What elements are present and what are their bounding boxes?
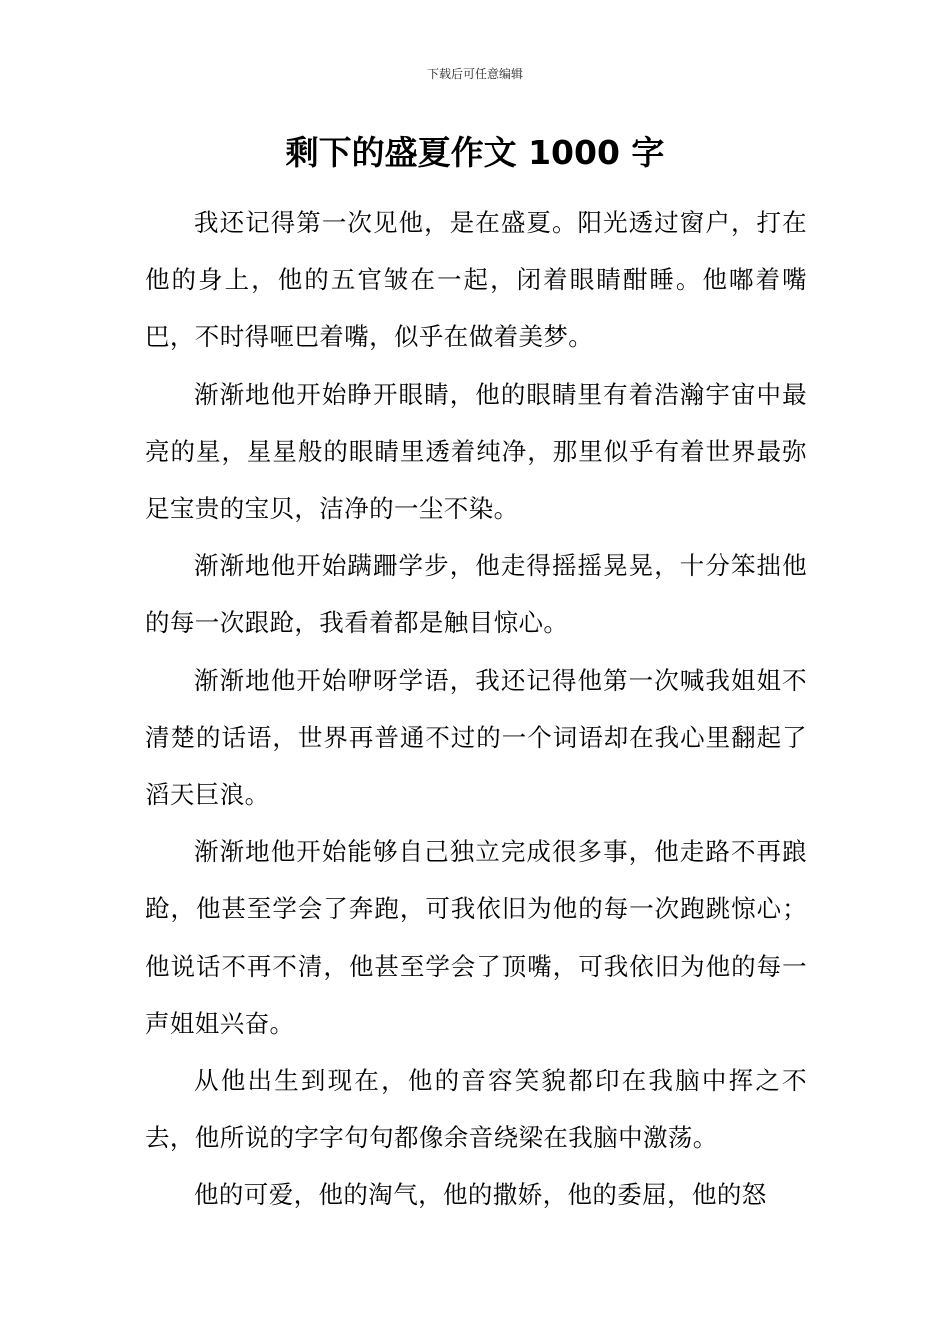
paragraph: 渐渐地他开始咿呀学语，我还记得他第一次喊我姐姐不清楚的话语，世界再普通不过的一个词语却在我心里翻起了滔天巨浪。 <box>145 665 807 810</box>
paragraph: 渐渐地他开始睁开眼睛，他的眼睛里有着浩瀚宇宙中最亮的星，星星般的眼睛里透着纯净，那里似乎有着世界最弥足宝贵的宝贝，洁净的一尘不染。 <box>145 379 807 524</box>
paragraph: 从他出生到现在，他的音容笑貌都印在我脑中挥之不去，他所说的字字句句都像余音绕梁在我脑中激荡。 <box>145 1066 807 1153</box>
paragraph: 渐渐地他开始蹒跚学步，他走得摇摇晃晃，十分笨拙他的每一次跟跄，我看着都是触目惊心。 <box>145 551 807 638</box>
header-note: 下载后可任意编辑 <box>426 67 523 81</box>
document-title: 剩下的盛夏作文 1000 字 <box>285 133 665 172</box>
paragraph: 我还记得第一次见他，是在盛夏。阳光透过窗户，打在他的身上，他的五官皱在一起，闭着眼睛酣睡。他嘟着嘴巴，不时得咂巴着嘴，似乎在做着美梦。 <box>145 208 807 352</box>
paragraph: 他的可爱，他的淘气，他的撒娇，他的委屈，他的怒 <box>194 1180 767 1210</box>
paragraph: 渐渐地他开始能够自己独立完成很多事，他走路不再踉跄，他甚至学会了奔跑，可我依旧为他的每一次跑跳惊心；他说话不再不清，他甚至学会了顶嘴，可我依旧为他的每一声姐姐兴奋。 <box>145 837 807 1038</box>
document-body <box>145 194 807 1224</box>
